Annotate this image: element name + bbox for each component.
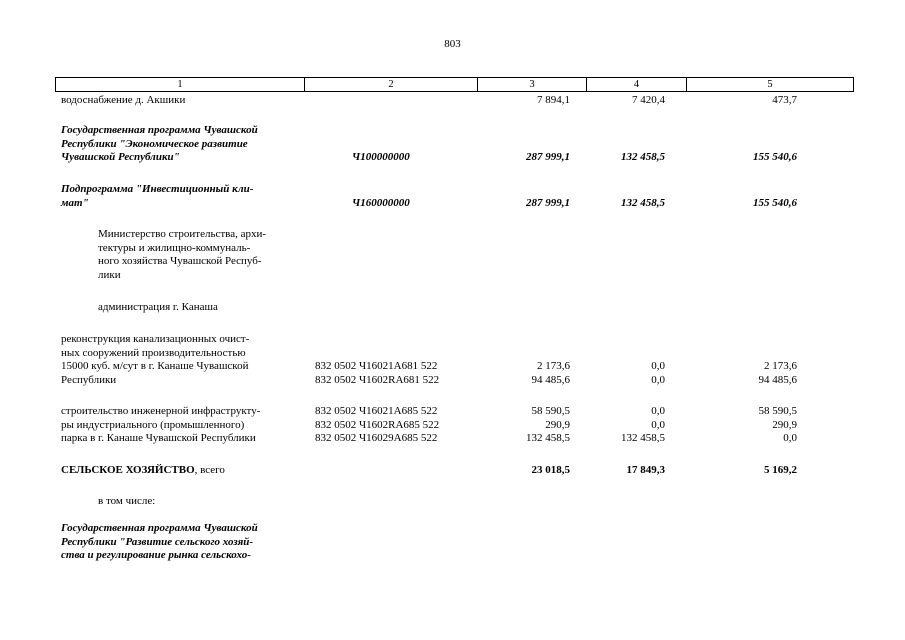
- row-code: 832 0502 Ч16021А685 522: [315, 405, 438, 417]
- column-header-table: [55, 77, 854, 92]
- row-value-col5: 5 169,2: [764, 464, 797, 476]
- row-value-col5: 0,0: [783, 432, 797, 445]
- row-name-line: Республики "Экономическое развитие: [61, 137, 248, 150]
- row-name-line: Республики "Развитие сельского хозяй-: [61, 535, 254, 548]
- row-name: [61, 124, 299, 165]
- row-value-col4: 132 458,5: [621, 151, 665, 163]
- row-name-line: Государственная программа Чувашской: [61, 124, 258, 136]
- row-name-line: ры индустриального (промышленного): [61, 418, 245, 431]
- row-code: Ч100000000: [352, 151, 410, 163]
- row-value-col4: 132 458,5: [621, 197, 665, 209]
- row-name-line: ного хозяйства Чувашской Респуб-: [98, 255, 262, 268]
- row-value-col5: 290,9: [772, 418, 797, 431]
- section-title: СЕЛЬСКОЕ ХОЗЯЙСТВО: [61, 464, 195, 476]
- row-name: [61, 522, 299, 563]
- column-number-row: [56, 78, 854, 92]
- section-title-suffix: , всего: [194, 464, 225, 476]
- row-codes: [315, 360, 485, 387]
- row-code: 832 0502 Ч1602RA685 522: [315, 418, 440, 431]
- page-number: 803: [444, 38, 461, 50]
- row-values-col3: [470, 405, 570, 446]
- row-value-col3: 2 173,6: [537, 360, 570, 372]
- row-value-col4: 0,0: [651, 405, 665, 417]
- row-name: [61, 464, 299, 478]
- row-name-line: лики: [98, 268, 121, 281]
- row-value-col5: 58 590,5: [758, 405, 797, 417]
- row-code: 832 0502 Ч16021А681 522: [315, 360, 438, 372]
- row-name-line: ства и регулирование рынка сельскохо-: [61, 549, 251, 562]
- row-values-col5: [697, 405, 797, 446]
- row-name: [98, 228, 299, 282]
- row-code: Ч160000000: [352, 197, 410, 209]
- row-value-col5: 473,7: [772, 94, 797, 106]
- row-value-col3: 58 590,5: [531, 405, 570, 417]
- row-value-col4: 0,0: [651, 360, 665, 372]
- row-name-line: тектуры и жилищно-коммуналь-: [98, 241, 251, 254]
- row-name-line: Чувашской Республики": [61, 151, 180, 164]
- row-name-line: реконструкция канализационных очист-: [61, 333, 250, 345]
- row-name-line: Республики: [61, 373, 117, 386]
- column-number-1: 1: [56, 78, 305, 92]
- row-name-line: мат": [61, 196, 89, 209]
- row-value-col4: 0,0: [651, 373, 665, 386]
- row-codes: [315, 405, 485, 446]
- row-value-col3: 7 894,1: [537, 94, 570, 106]
- row-value-col5: 155 540,6: [753, 151, 797, 163]
- row-name: [61, 183, 299, 210]
- row-name: администрация г. Канаша: [98, 301, 218, 313]
- column-number-2: 2: [305, 78, 478, 92]
- row-code: 832 0502 Ч16029А685 522: [315, 432, 438, 445]
- row-value-col5: 2 173,6: [764, 360, 797, 372]
- row-name: [61, 333, 299, 387]
- row-value-col3: 23 018,5: [531, 464, 570, 476]
- row-code: 832 0502 Ч1602RA681 522: [315, 373, 440, 386]
- row-value-col5: 94 485,6: [758, 373, 797, 386]
- row-name: [61, 405, 299, 446]
- row-value-col3: 94 485,6: [531, 373, 570, 386]
- row-values-col4: [565, 405, 665, 446]
- row-value-col3: 287 999,1: [526, 197, 570, 209]
- row-value-col3: 132 458,5: [526, 432, 570, 445]
- column-number-5: 5: [687, 78, 854, 92]
- row-name-line: парка в г. Канаше Чувашской Республики: [61, 432, 256, 445]
- row-name-line: Государственная программа Чувашской: [61, 522, 258, 534]
- row-values-col4: [565, 360, 665, 387]
- row-name-line: 15000 куб. м/сут в г. Канаше Чувашской: [61, 360, 249, 373]
- row-value-col4: 7 420,4: [632, 94, 665, 106]
- row-values-col3: [470, 360, 570, 387]
- row-name: в том числе:: [98, 495, 156, 507]
- row-values-col5: [697, 360, 797, 387]
- row-name: водоснабжение д. Акшики: [61, 94, 186, 106]
- row-value-col3: 290,9: [545, 418, 570, 431]
- column-number-4: 4: [587, 78, 687, 92]
- row-name-line: ных сооружений производительностью: [61, 346, 246, 359]
- column-number-3: 3: [478, 78, 587, 92]
- row-name-line: строительство инженерной инфраструкту-: [61, 405, 261, 417]
- row-value-col4: 0,0: [651, 418, 665, 431]
- row-name-line: Министерство строительства, архи-: [98, 228, 267, 240]
- row-value-col3: 287 999,1: [526, 151, 570, 163]
- row-value-col5: 155 540,6: [753, 197, 797, 209]
- row-value-col4: 132 458,5: [621, 432, 665, 445]
- row-name-line: Подпрограмма "Инвестиционный кли-: [61, 183, 254, 195]
- row-value-col4: 17 849,3: [626, 464, 665, 476]
